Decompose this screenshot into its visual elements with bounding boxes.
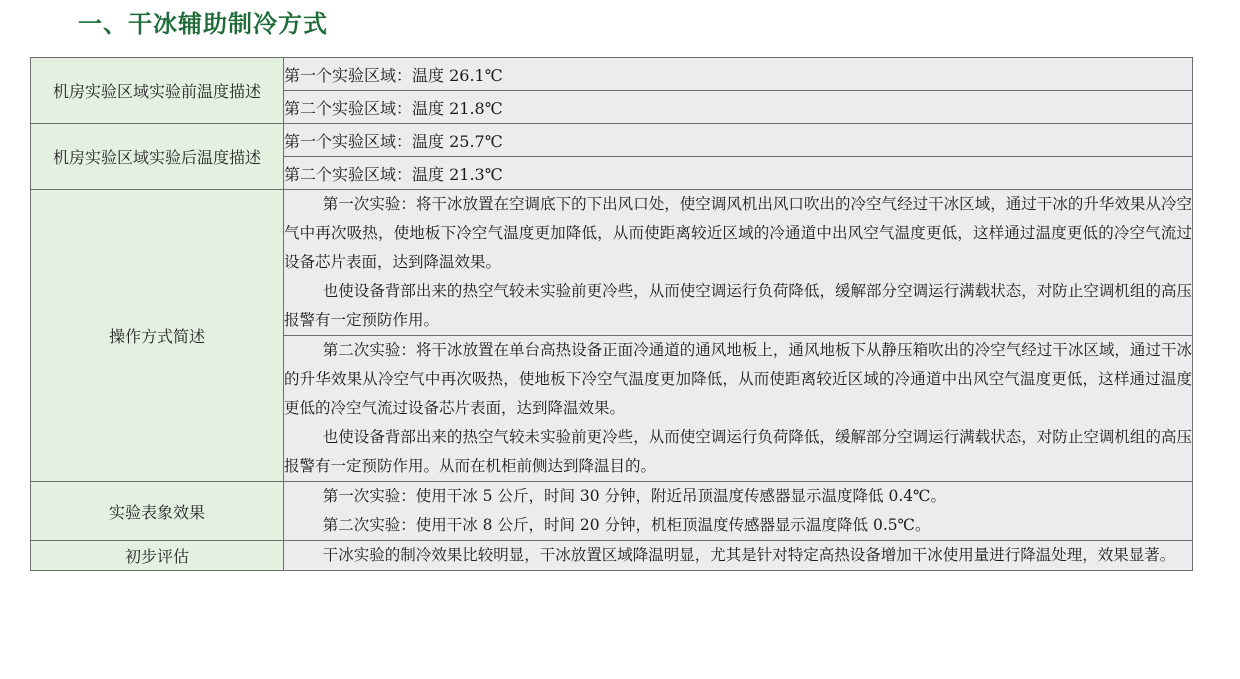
table-row [31, 58, 1193, 91]
table-row [31, 482, 1193, 541]
operation-exp1-cell [284, 190, 1193, 336]
table-row [31, 541, 1193, 571]
before-value-2: 第二个实验区域：温度 21.8℃ [284, 91, 1193, 124]
effects-cell [284, 482, 1193, 541]
after-label: 机房实验区域实验后温度描述 [31, 124, 284, 190]
effects-label: 实验表象效果 [31, 482, 284, 541]
effects-line-2: 第二次实验：使用干冰 8 公斤，时间 20 分钟，机柜顶温度传感器显示温度降低 0.5℃。 [322, 516, 931, 534]
effects-line-1: 第一次实验：使用干冰 5 公斤，时间 30 分钟，附近吊顶温度传感器显示温度降低 0.4℃。 [322, 487, 946, 505]
operation-exp1-para-1: 第一次实验：将干冰放置在空调底下的下出风口处，使空调风机出风口吹出的冷空气经过干冰区域，通过干冰的升华效果从冷空气中再次吸热，使地板下冷空气温度更加降低，从而使距离较近区域的冷通道中出风空气温度更低，这样通过温度更低的冷空气流过设备芯片表面，达到降温效果。 [284, 195, 1192, 271]
after-value-2: 第二个实验区域：温度 21.3℃ [284, 157, 1193, 190]
section-heading: 一、干冰辅助制冷方式 [78, 10, 328, 38]
table-row [31, 124, 1193, 157]
evaluation-text: 干冰实验的制冷效果比较明显，干冰放置区域降温明显，尤其是针对特定高热设备增加干冰使用量进行降温处理，效果显著。 [322, 546, 1176, 564]
after-value-1: 第一个实验区域：温度 25.7℃ [284, 124, 1193, 157]
before-value-1: 第一个实验区域：温度 26.1℃ [284, 58, 1193, 91]
operation-label: 操作方式简述 [31, 190, 284, 482]
operation-exp2-para-2: 也使设备背部出来的热空气较未实验前更冷些，从而使空调运行负荷降低，缓解部分空调运行满载状态，对防止空调机组的高压报警有一定预防作用。从而在机柜前侧达到降温目的。 [284, 428, 1192, 475]
table-row [31, 190, 1193, 336]
evaluation-label: 初步评估 [31, 541, 284, 571]
evaluation-cell [284, 541, 1193, 571]
operation-exp1-para-2: 也使设备背部出来的热空气较未实验前更冷些，从而使空调运行负荷降低，缓解部分空调运行满载状态，对防止空调机组的高压报警有一定预防作用。 [284, 282, 1192, 329]
experiment-table [30, 57, 1193, 571]
operation-exp2-para-1: 第二次实验：将干冰放置在单台高热设备正面冷通道的通风地板上，通风地板下从静压箱吹出的冷空气经过干冰区域，通过干冰的升华效果从冷空气中再次吸热，使地板下冷空气温度更加降低，从而使距离较近区域的冷通道中出风空气温度更低，这样通过温度更低的冷空气流过设备芯片表面，达到降温效果。 [284, 341, 1192, 417]
before-label: 机房实验区域实验前温度描述 [31, 58, 284, 124]
operation-exp2-cell [284, 336, 1193, 482]
